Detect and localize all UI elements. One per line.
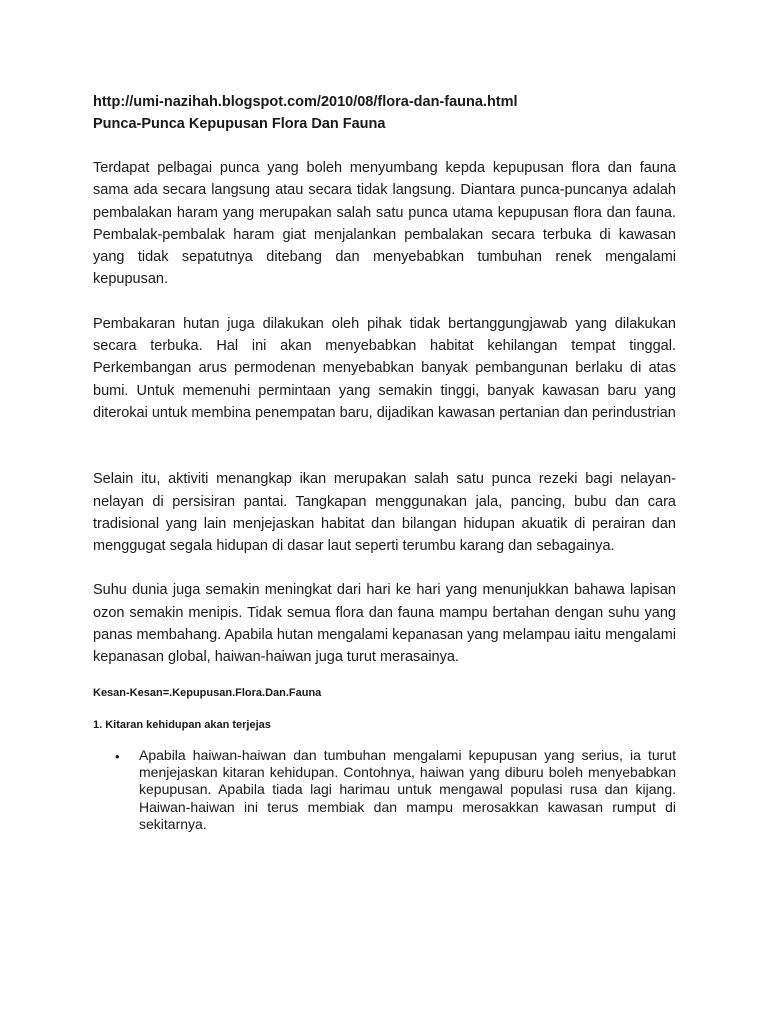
section-heading: Kesan-Kesan=.Kepupusan.Flora.Dan.Fauna [93,686,322,699]
spacer [93,733,676,747]
source-url[interactable]: http://umi-nazihah.blogspot.com/2010/08/flora-dan-fauna.html [93,94,518,110]
paragraph-3: Selain itu, aktiviti menangkap ikan merupakan salah satu punca rezeki bagi nelayan-nelayan di persisiran pantai. Tangkapan menggunakan jala, pancing, bubu dan cara tradisional yang lain menjejaskan habitat dan bilangan hidupan akuatik di perairan dan menggugat segala hidupan di dasar laut seperti terumbu karang dan sebagainya. [93,471,676,555]
list-item-text: Apabila haiwan-haiwan dan tumbuhan mengalami kepupusan yang serius, ia turut menjejaskan kitaran kehidupan. Contohnya, haiwan yang diburu boleh menyebabkan kepupusan. Apabila tiada lagi harimau untuk mengawal populasi rusa dan kijang. Haiwan-haiwan ini terus membiak dan mampu merosakkan kawasan rumput di sekitarnya. [139,746,676,832]
paragraph-4: Suhu dunia juga semakin meningkat dari hari ke hari yang menunjukkan bahawa lapisan ozon semakin menipis. Tidak semua flora dan fauna mampu bertahan dengan suhu yang panas membahang. Apabila hutan mengalami kepanasan yang melampau iaitu mengalami kepanasan global, haiwan-haiwan juga turut merasainya. [93,582,676,666]
bullet-list [93,747,676,833]
list-item [93,747,676,833]
document-page [93,91,676,833]
spacer [93,557,676,579]
subheading: 1. Kitaran kehidupan akan terjejas [93,718,271,731]
spacer [93,424,676,468]
spacer [93,291,676,313]
bullet-icon: • [115,748,120,764]
paragraph-2: Pembakaran hutan juga dilakukan oleh pihak tidak bertanggungjawab yang dilakukan secara terbuka. Hal ini akan menyebabkan habitat kehilangan tempat tinggal. Perkembangan arus permodenan menyebabkan banyak pembangunan berlaku di atas bumi. Untuk memenuhi permintaan yang semakin tinggi, banyak kawasan baru yang diterokai untuk membina penempatan baru, dijadikan kawasan pertanian dan perindustrian [93,315,676,421]
spacer [93,701,676,717]
spacer [93,669,676,685]
document-title: Punca-Punca Kepupusan Flora Dan Fauna [93,116,386,132]
paragraph-1: Terdapat pelbagai punca yang boleh menyumbang kepda kepupusan flora dan fauna sama ada secara langsung atau secara tidak langsung. Diantara punca-puncanya adalah pembalakan haram yang merupakan salah satu punca utama kepupusan flora dan fauna. Pembalak-pembalak haram giat menjalankan pembalakan secara terbuka di kawasan yang tidak sepatutnya ditebang dan menyebabkan tumbuhan renek mengalami kepupusan. [93,160,676,288]
